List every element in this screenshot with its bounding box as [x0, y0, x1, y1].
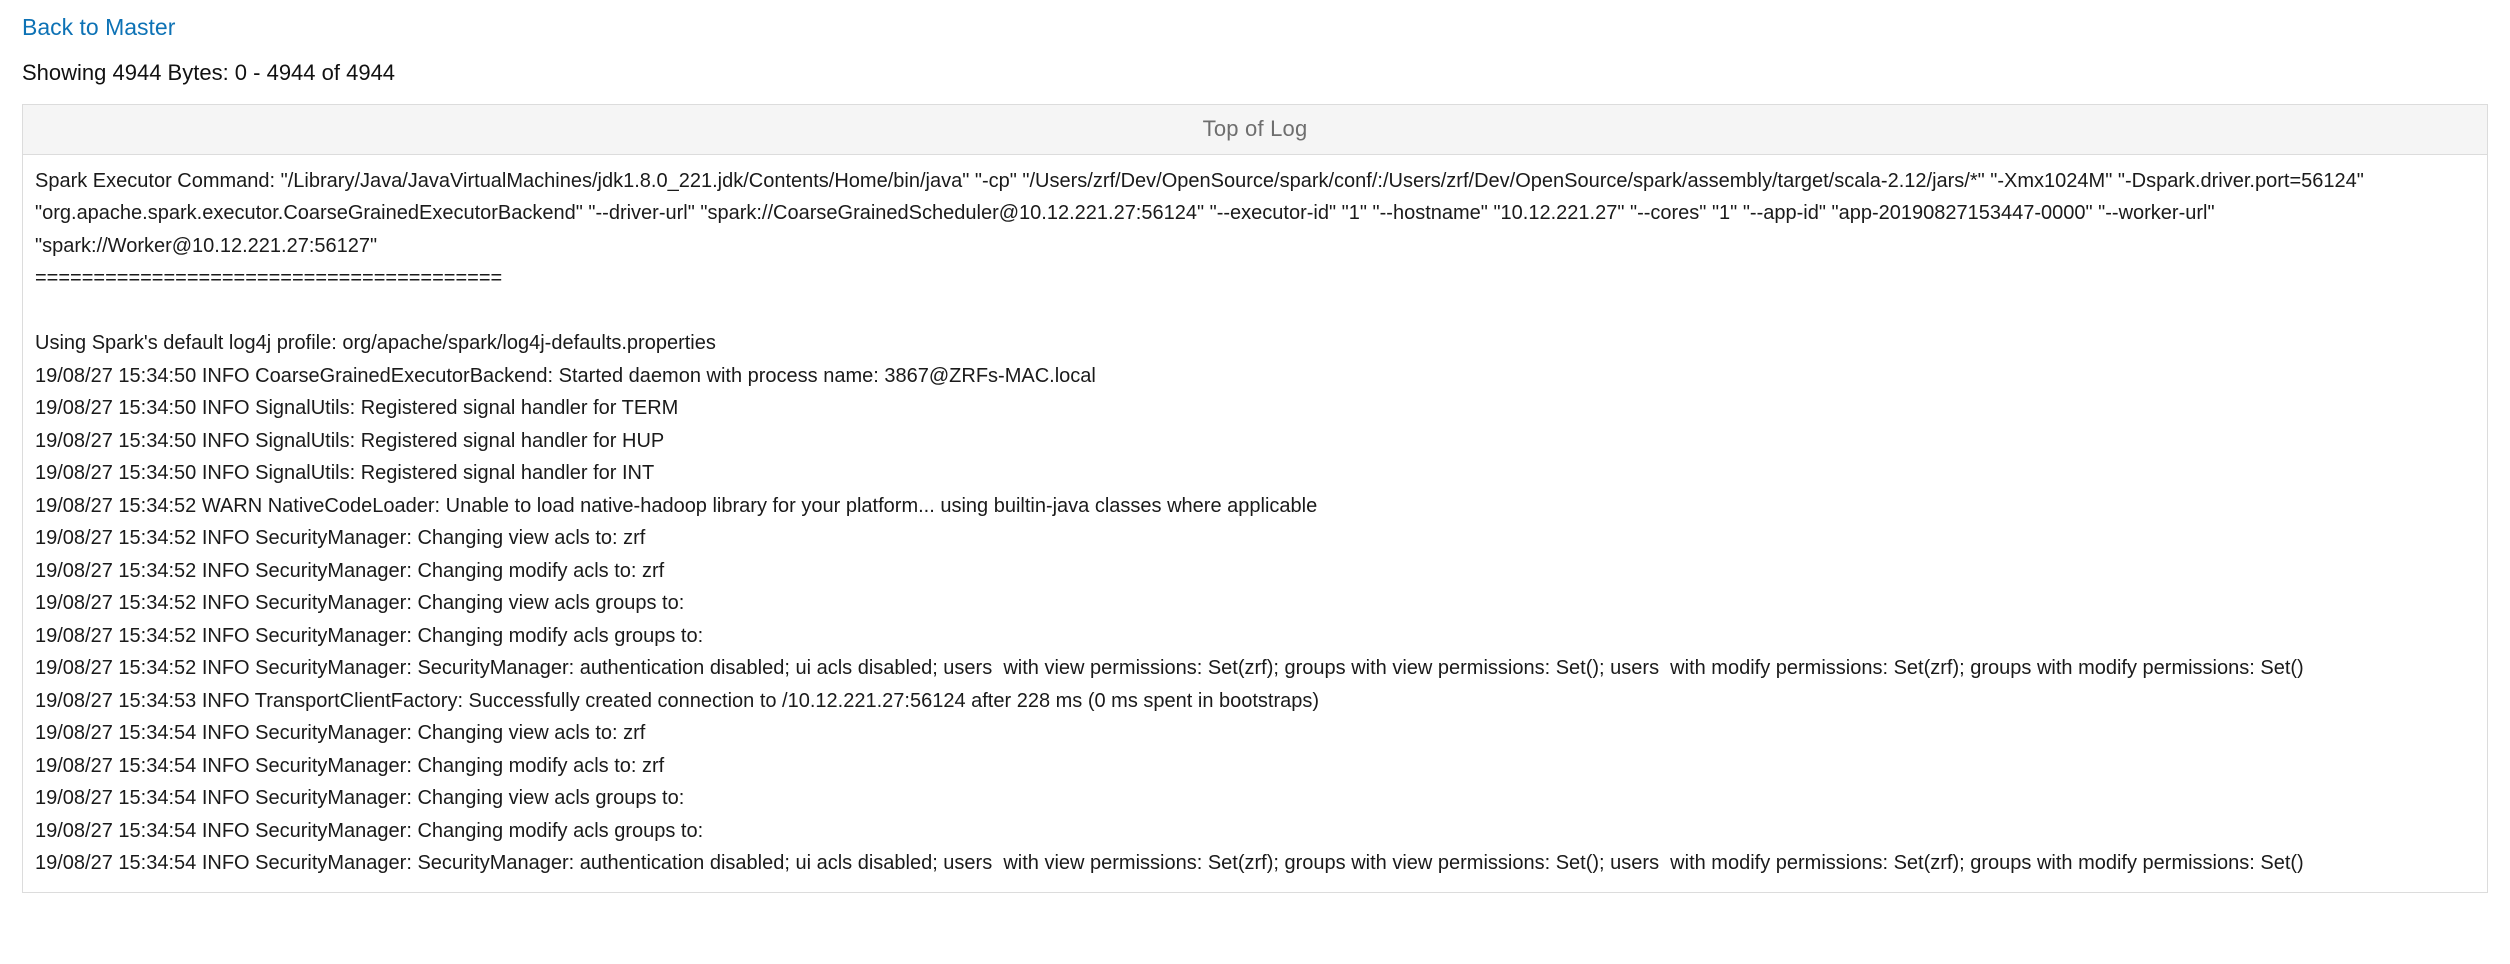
- log-line: Using Spark's default log4j profile: org/apache/spark/log4j-defaults.properties: [35, 332, 716, 355]
- log-line: 19/08/27 15:34:52 INFO SecurityManager: Changing view acls groups to:: [35, 592, 685, 615]
- log-line: 19/08/27 15:34:52 INFO SecurityManager: Changing view acls to: zrf: [35, 527, 646, 550]
- log-line: 19/08/27 15:34:50 INFO SignalUtils: Registered signal handler for HUP: [35, 429, 665, 452]
- log-panel: [22, 104, 2488, 893]
- log-line: 19/08/27 15:34:54 INFO SecurityManager: Changing view acls to: zrf: [35, 722, 646, 745]
- back-to-master-link[interactable]: Back to Master: [22, 14, 176, 40]
- log-panel-title: Top of Log: [23, 105, 2487, 155]
- showing-bytes-status: Showing 4944 Bytes: 0 - 4944 of 4944: [22, 59, 396, 85]
- log-line: 19/08/27 15:34:52 INFO SecurityManager: Changing modify acls to: zrf: [35, 559, 665, 582]
- log-content[interactable]: [23, 155, 2487, 892]
- log-line: Spark Executor Command: "/Library/Java/JavaVirtualMachines/jdk1.8.0_221.jdk/Contents/Home/bin/java" "-cp" "/Users/zrf/Dev/OpenSource/spark/conf/:/Users/zrf/Dev/OpenSource/spark/assembly/target/scala-2.12/jars/*" "-Xmx1024M" "-Dspark.driver.port=56124" "org.apache.spark.executor.CoarseGrainedExecutorBackend" "--driver-url" "spark://CoarseGrainedScheduler@10.12.221.27:56124" "--executor-id" "1" "--hostname" "10.12.221.27" "--cores" "1" "--app-id" "app-20190827153447-0000" "--worker-url" "spark://Worker@10.12.221.27:56127": [35, 169, 2370, 257]
- log-line: 19/08/27 15:34:52 WARN NativeCodeLoader: Unable to load native-hadoop library for your platform... using builtin-java classes where applicable: [35, 494, 1318, 517]
- log-line: 19/08/27 15:34:52 INFO SecurityManager: Changing modify acls groups to:: [35, 624, 704, 647]
- log-line: 19/08/27 15:34:50 INFO CoarseGrainedExecutorBackend: Started daemon with process name: 3867@ZRFs-MAC.local: [35, 364, 1096, 387]
- log-line: ========================================: [35, 267, 503, 290]
- log-line: 19/08/27 15:34:54 INFO SecurityManager: Changing modify acls groups to:: [35, 819, 704, 842]
- log-line: 19/08/27 15:34:53 INFO TransportClientFactory: Successfully created connection to /10.12.221.27:56124 after 228 ms (0 ms spent in bootstraps): [35, 689, 1320, 712]
- log-line: 19/08/27 15:34:54 INFO SecurityManager: Changing view acls groups to:: [35, 787, 685, 810]
- log-line: 19/08/27 15:34:54 INFO SecurityManager: SecurityManager: authentication disabled; ui acls disabled; users with view permissions: Set(zrf); groups with view permissions: Set(); users with modify permissions: Set(zrf); groups with modify permissions: Set(): [35, 852, 2304, 875]
- log-line: 19/08/27 15:34:52 INFO SecurityManager: SecurityManager: authentication disabled; ui acls disabled; users with view permissions: Set(zrf); groups with view permissions: Set(); users with modify permissions: Set(zrf); groups with modify permissions: Set(): [35, 657, 2304, 680]
- log-line: [35, 295, 2475, 328]
- log-line: 19/08/27 15:34:54 INFO SecurityManager: Changing modify acls to: zrf: [35, 754, 665, 777]
- log-line: 19/08/27 15:34:50 INFO SignalUtils: Registered signal handler for INT: [35, 462, 655, 485]
- log-line: 19/08/27 15:34:50 INFO SignalUtils: Registered signal handler for TERM: [35, 397, 679, 420]
